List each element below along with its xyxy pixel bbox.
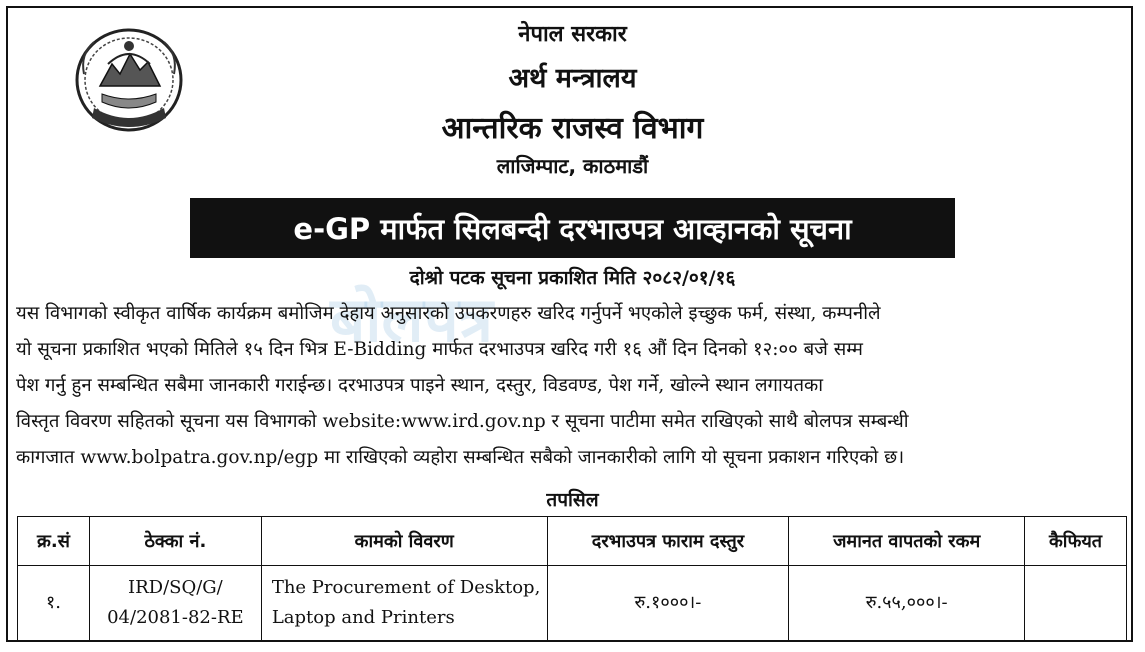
body-line-5: कागजात www.bolpatra.gov.np/egp मा राखिएको व्यहोरा सम्बन्धित सबैको जानकारीको लागि यो सूचना प्रकाशन गरिएको छ।	[16, 447, 905, 468]
contract-no-line-2: 04/2081-82-RE	[107, 607, 244, 628]
publication-date-line: दोश्रो पटक सूचना प्रकाशित मिति २०८२/०१/१६	[409, 267, 736, 289]
description-line-1: The Procurement of Desktop,	[271, 577, 541, 598]
department-name: आन्तरिक राजस्व विभाग	[441, 111, 704, 146]
table-header-row	[18, 517, 1127, 566]
body-line-2: यो सूचना प्रकाशित भएको मितिले १५ दिन भित्र E-Bidding मार्फत दरभाउपत्र खरिद गरी १६ औं दिन दिनको १२:०० बजे सम्म	[16, 339, 863, 360]
cell-security-amount: रु.५५,०००।-	[789, 566, 1025, 641]
header-security-amount: जमानत वापतको रकम	[789, 517, 1025, 566]
schedule-heading: तपसिल	[546, 489, 599, 511]
header-description: कामको विवरण	[261, 517, 547, 566]
cell-contract-no	[89, 566, 261, 641]
body-line-1: यस विभागको स्वीकृत वार्षिक कार्यक्रम बमोजिम देहाय अनुसारको उपकरणहरु खरिद गर्नुपर्ने भएकोले इच्छुक फर्म, संस्था, कम्पनीले	[16, 303, 881, 324]
watermark: बोलपत्र	[330, 283, 493, 356]
ministry-name: अर्थ मन्त्रालय	[508, 63, 637, 94]
cell-form-fee: रु.१०००।-	[547, 566, 789, 641]
header-contract-no: ठेक्का नं.	[89, 517, 261, 566]
cell-serial: १.	[18, 566, 90, 641]
notice-body	[16, 296, 1128, 476]
tender-table	[17, 516, 1127, 641]
body-line-4: विस्तृत विवरण सहितको सूचना यस विभागको website:www.ird.gov.np र सूचना पाटीमा समेत राखिएको साथै बोलपत्र सम्बन्धी	[16, 411, 909, 432]
body-line-3: पेश गर्नु हुन सम्बन्धित सबैमा जानकारी गराईन्छ। दरभाउपत्र पाइने स्थान, दस्तुर, विडवण्ड, पेश गर्ने, खोल्ने स्थान लगायतका	[16, 375, 824, 396]
cell-remarks	[1025, 566, 1127, 641]
description-line-2: Laptop and Printers	[271, 607, 455, 628]
notice-title-banner	[190, 198, 955, 258]
cell-description	[261, 566, 547, 641]
government-name: नेपाल सरकार	[518, 22, 627, 47]
header-serial: क्र.सं	[18, 517, 90, 566]
table-row	[18, 566, 1127, 641]
contract-no-line-1: IRD/SQ/G/	[127, 577, 223, 598]
header-remarks: कैफियत	[1025, 517, 1127, 566]
notice-title: e-GP मार्फत सिलबन्दी दरभाउपत्र आव्हानको सूचना	[293, 211, 852, 246]
header-form-fee: दरभाउपत्र फाराम दस्तुर	[547, 517, 789, 566]
office-location: लाजिम्पाट, काठमाडौं	[496, 154, 649, 178]
